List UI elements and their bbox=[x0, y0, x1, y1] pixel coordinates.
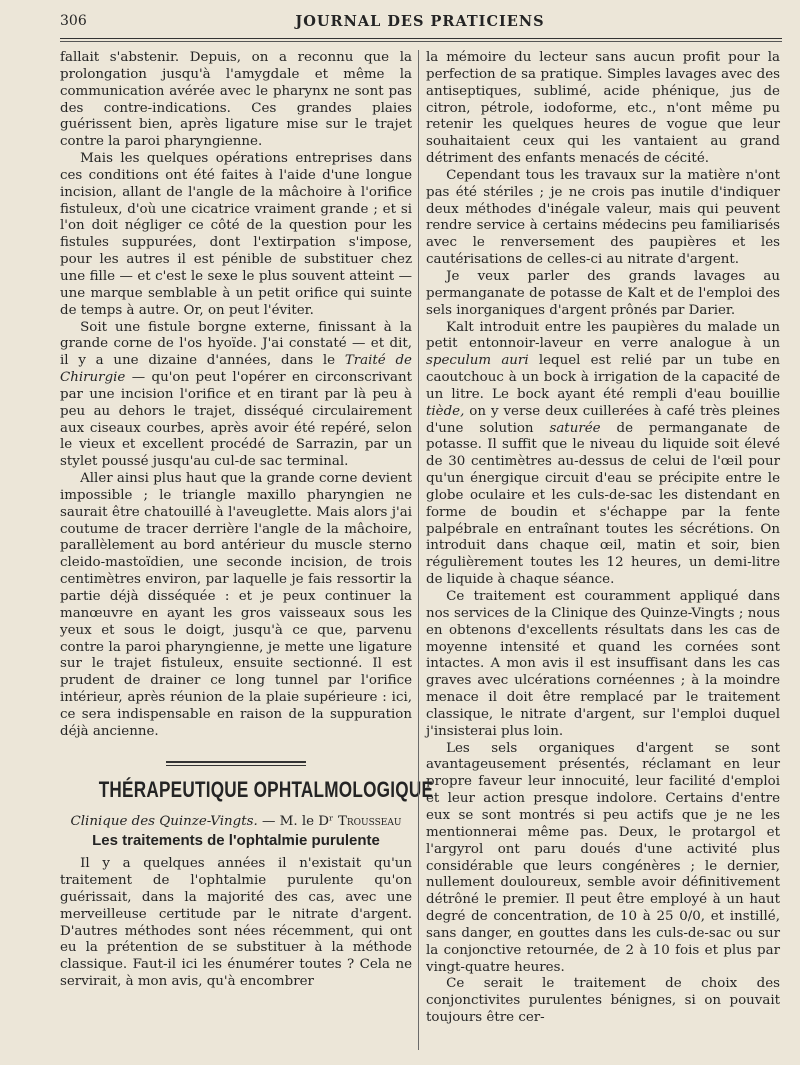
header-rule bbox=[60, 38, 782, 39]
text-run: Soit une fistule borgne externe, finissant à la grande corne de l'os hyoïde. J'ai constaté — et dit, il y a une dizaine d'années, dans le bbox=[60, 319, 412, 369]
paragraph: Ce traitement est couramment appliqué dans nos services de la Clinique des Quinze-Vingts ; nous en obtenons d'excellents résultats dans les cas de moyenne intensité et quand les cornées sont intactes. A mon avis il est insuffisant dans les cas graves avec ulcérations cornéennes ; à la moindre menace il doit être remplacé par le traitement classique, le nitrate d'argent, sur l'emploi duquel j'insisterai plus loin. bbox=[426, 589, 780, 739]
paragraph bbox=[60, 320, 412, 472]
right-column bbox=[426, 50, 780, 1027]
paragraph: Il y a quelques années il n'existait qu'un traitement de l'ophtalmie purulente qu'on guérissait, dans la majorité des cas, avec une merveilleuse certitude par le nitrate d'argent. D'autres méthodes sont nées récemment, qui ont eu la prétention de se substituer à la méthode classique. Faut-il ici les énumérer toutes ? Cela ne servirait, à mon avis, qu'à encombrer bbox=[60, 856, 412, 990]
text-run: on y verse deux cuillerées à café très pleines d'une solution bbox=[426, 403, 780, 436]
italic-term: tiède, bbox=[426, 403, 465, 419]
header-rule-thin bbox=[60, 41, 782, 42]
author-name: Trousseau bbox=[337, 814, 402, 830]
text-run: lequel est relié par un tube en caoutchouc à un bock à irrigation de la capacité de un litre. Le bock ayant été rempli d'eau bouillie bbox=[426, 353, 780, 402]
section-rule-thin bbox=[166, 765, 306, 766]
paragraph bbox=[426, 320, 780, 590]
column-divider bbox=[418, 50, 419, 1050]
italic-term: saturée bbox=[549, 420, 601, 436]
paragraph: Ce serait le traitement de choix des conjonctivites purulentes bénignes, si on pouvait toujours être cer- bbox=[426, 976, 780, 1026]
paragraph: la mémoire du lecteur sans aucun profit pour la perfection de sa pratique. Simples lavages avec des antiseptiques, sublimé, acide phénique, jus de citron, pétrole, iodoforme, etc., n'ont même pu retenir les quelques heures de vogue que leur souhaitaient ceux qui les vantaient au grand détriment des enfants menacés de cécité. bbox=[426, 50, 780, 167]
paragraph: Aller ainsi plus haut que la grande corne devient impossible ; le triangle maxillo pharyngien ne saurait être chatouillé à l'aveuglette. Mais alors j'ai coutume de tracer derrière l'angle de la mâchoire, parallèlement au bord antérieur du muscle sterno cleido-mastoïdien, une seconde incision, de trois centimètres environ, par laquelle je fais ressortir la partie déjà disséquée : et je peux continuer la manœuvre en ayant les gros vaisseaux sous les yeux et sous le doigt, jusqu'à ce que, parvenu contre la paroi pharyngienne, je mette une ligature sur le trajet fistuleux, ensuite sectionné. Il est prudent de drainer ce long tunnel par l'orifice intérieur, après réunion de la plaie supérieure : ici, ce sera indispensable en raison de la suppuration déjà ancienne. bbox=[60, 471, 412, 739]
running-header bbox=[60, 13, 780, 37]
journal-title: JOURNAL DES PRATICIENS bbox=[295, 13, 545, 30]
text-run: — qu'on peut l'opérer en circonscrivant par une incision l'orifice et en tirant par là peu à peu au dehors le trajet, disséqué circulairement aux ciseaux courbes, après avoir été repéré, selon le vieux et excellent procédé de Sarrazin, par un stylet poussé jusqu'au cul-de sac terminal. bbox=[60, 370, 412, 470]
left-column bbox=[60, 50, 434, 991]
paragraph: Les sels organiques d'argent se sont avantageusement présentés, réclamant en leur propre faveur leur innocuité, leur facilité d'emploi et leur action presque indolore. Certains d'entre eux se sont montrés si peu actifs que je ne les mentionnerai même pas. Deux, le protargol et l'argyrol ont paru doués d'une activité plus considérable que leurs congénères ; le dernier, nullement douloureux, semble avoir définitivement détrôné le premier. Il peut être employé à un haut degré de concentration, de 10 à 25 0/0, et instillé, sans danger, en gouttes dans les culs-de-sac ou sur la conjonctive retournée, de 2 à 10 fois et plus par vingt-quatre heures. bbox=[426, 740, 780, 975]
section-rule bbox=[166, 761, 306, 763]
book-title-italic: Traité de Chirurgie bbox=[60, 353, 412, 386]
italic-term: speculum auri bbox=[426, 353, 529, 369]
clinic-name: Clinique des Quinze-Vingts. bbox=[70, 814, 258, 830]
paragraph: fallait s'abstenir. Depuis, on a reconnu que la prolongation jusqu'à l'amygdale et même la communication avérée avec le pharynx ne sont pas des contre-indications. Ces grandes plaies guérissent bien, après ligature mise sur le trajet contre la paroi pharyngienne. bbox=[60, 50, 412, 150]
text-run: Kalt introduit entre les paupières du malade un petit entonnoir-laveur en verre analogue à un bbox=[426, 319, 780, 352]
text-run: de permanganate de potasse. Il suffit que le niveau du liquide soit élevé de 30 centimètres au-dessus de celui de l'œil pour qu'un énergique circuit d'eau se précipite entre le globe oculaire et les culs-de-sac les distendant en forme de boudin et s'échappe par la fente palpébrale en entraînant toutes les sécrétions. On introduit dans chaque œil, matin et soir, bien régulièrement toutes les 12 heures, un demi-litre de liquide à chaque séance. bbox=[426, 420, 780, 588]
paragraph: Cependant tous les travaux sur la matière n'ont pas été stériles ; je ne crois pas inutile d'indiquer deux méthodes d'inégale valeur, mais qui peuvent rendre service à certains médecins peu familiarisés avec le renversement des paupières et les cautérisations de celles-ci au nitrate d'argent. bbox=[426, 167, 780, 268]
section-heading: THÉRAPEUTIQUE OPHTALMOLOGIQUE bbox=[98, 776, 434, 802]
author-prefix: — M. le Dʳ bbox=[257, 814, 338, 830]
article-title: Les traitements de l'ophtalmie purulente bbox=[92, 832, 380, 850]
paragraph: Mais les quelques opérations entreprises dans ces conditions ont été faites à l'aide d'une longue incision, allant de l'angle de la mâchoire à l'orifice fistuleux, d'où une cicatrice vraiment grande ; et si l'on doit négliger ce côté de la question pour les fistules suppurées, dont l'extirpation s'impose, pour les autres il est pénible de substituer chez une fille — et c'est le sexe le plus souvent atteint — une marque semblable à un petit orifice qui suinte de temps à autre. Or, on peut l'éviter. bbox=[60, 151, 412, 318]
paragraph: Je veux parler des grands lavages au permanganate de potasse de Kalt et de l'emploi des sels inorganiques d'argent prônés par Darier. bbox=[426, 268, 780, 318]
page-number: 306 bbox=[60, 13, 87, 29]
article-byline bbox=[60, 814, 412, 831]
